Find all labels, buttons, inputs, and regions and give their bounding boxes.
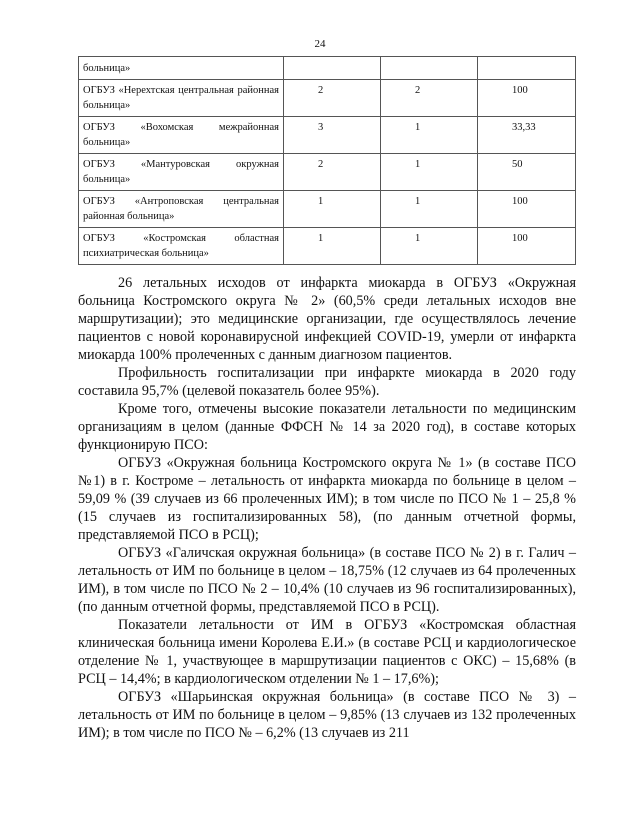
value-cell: 1 (284, 191, 381, 228)
table-row (79, 57, 576, 80)
paragraph: 26 летальных исходов от инфаркта миокарда в ОГБУЗ «Окружная больница Костромского округа № 2» (60,5% среди летальных исходов вне маршрутизации); это медицинские организации, где осуществлялось лечение пациентов с новой коронавирусной инфекцией COVID-19, умерли от инфаркта миокарда 100% пролеченных с данным диагнозом пациентов. (78, 275, 576, 363)
hospital-name-cell: ОГБУЗ «Костромская областная психиатрическая больница» (79, 228, 284, 265)
value-cell: 100 (478, 228, 576, 265)
paragraph: ОГБУЗ «Галичская окружная больница» (в составе ПСО № 2) в г. Галич – летальность от ИМ по больнице в целом – 18,75% (12 случаев из 64 пролеченных ИМ), в том числе по ПСО № 2 – 10,4% (10 случаев из 96 госпитализированных), (по данным отчетной формы, представляемой ПСО в РСЦ). (78, 545, 576, 615)
table-row (79, 191, 576, 228)
paragraph: Кроме того, отмечены высокие показатели летальности по медицинским организациям в целом (данные ФФСН № 14 за 2020 год), в составе которых функционирую ПСО: (78, 401, 576, 453)
paragraph: ОГБУЗ «Шарьинская окружная больница» (в составе ПСО № 3) – летальность от ИМ по больнице в целом – 9,85% (13 случаев из 132 пролеченных ИМ); в том числе по ПСО № – 6,2% (13 случаев из 211 (78, 689, 576, 741)
value-cell (478, 57, 576, 80)
paragraph: ОГБУЗ «Окружная больница Костромского округа № 1» (в составе ПСО №1) в г. Костроме – летальность от инфаркта миокарда по больнице в целом – 59,09 % (39 случаев из 66 пролеченных ИМ); в том числе по ПСО № 1 – 25,8 % (15 случаев из госпитализированных 58), (по данным отчетной формы, представляемой ПСО в РСЦ); (78, 455, 576, 543)
value-cell: 1 (381, 191, 478, 228)
table-row (79, 117, 576, 154)
hospital-name-cell: ОГБУЗ «Мантуровская окружная больница» (79, 154, 284, 191)
value-cell: 3 (284, 117, 381, 154)
hospital-name-cell: ОГБУЗ «Антроповская центральная районная больница» (79, 191, 284, 228)
table-row (79, 80, 576, 117)
value-cell: 1 (381, 228, 478, 265)
value-cell: 100 (478, 80, 576, 117)
table-row (79, 228, 576, 265)
mortality-table (78, 56, 576, 265)
value-cell (381, 57, 478, 80)
page-number: 24 (314, 38, 326, 50)
value-cell: 1 (381, 117, 478, 154)
document-body (78, 274, 576, 742)
hospital-name-cell: больница» (79, 57, 284, 80)
value-cell: 50 (478, 154, 576, 191)
value-cell (284, 57, 381, 80)
paragraph: Показатели летальности от ИМ в ОГБУЗ «Костромская областная клиническая больница имени Королева Е.И.» (в составе РСЦ и кардиологическое отделение № 1, участвующее в маршрутизации пациентов с ОКС) – 15,68% (в РСЦ – 14,4%; в кардиологическом отделении № 1 – 17,6%); (78, 617, 576, 687)
value-cell: 2 (381, 80, 478, 117)
hospital-name-cell: ОГБУЗ «Нерехтская центральная районная больница» (79, 80, 284, 117)
table-row (79, 154, 576, 191)
value-cell: 2 (284, 154, 381, 191)
value-cell: 1 (284, 228, 381, 265)
value-cell: 100 (478, 191, 576, 228)
paragraph: Профильность госпитализации при инфаркте миокарда в 2020 году составила 95,7% (целевой показатель более 95%). (78, 365, 576, 399)
value-cell: 33,33 (478, 117, 576, 154)
hospital-name-cell: ОГБУЗ «Вохомская межрайонная больница» (79, 117, 284, 154)
value-cell: 2 (284, 80, 381, 117)
value-cell: 1 (381, 154, 478, 191)
